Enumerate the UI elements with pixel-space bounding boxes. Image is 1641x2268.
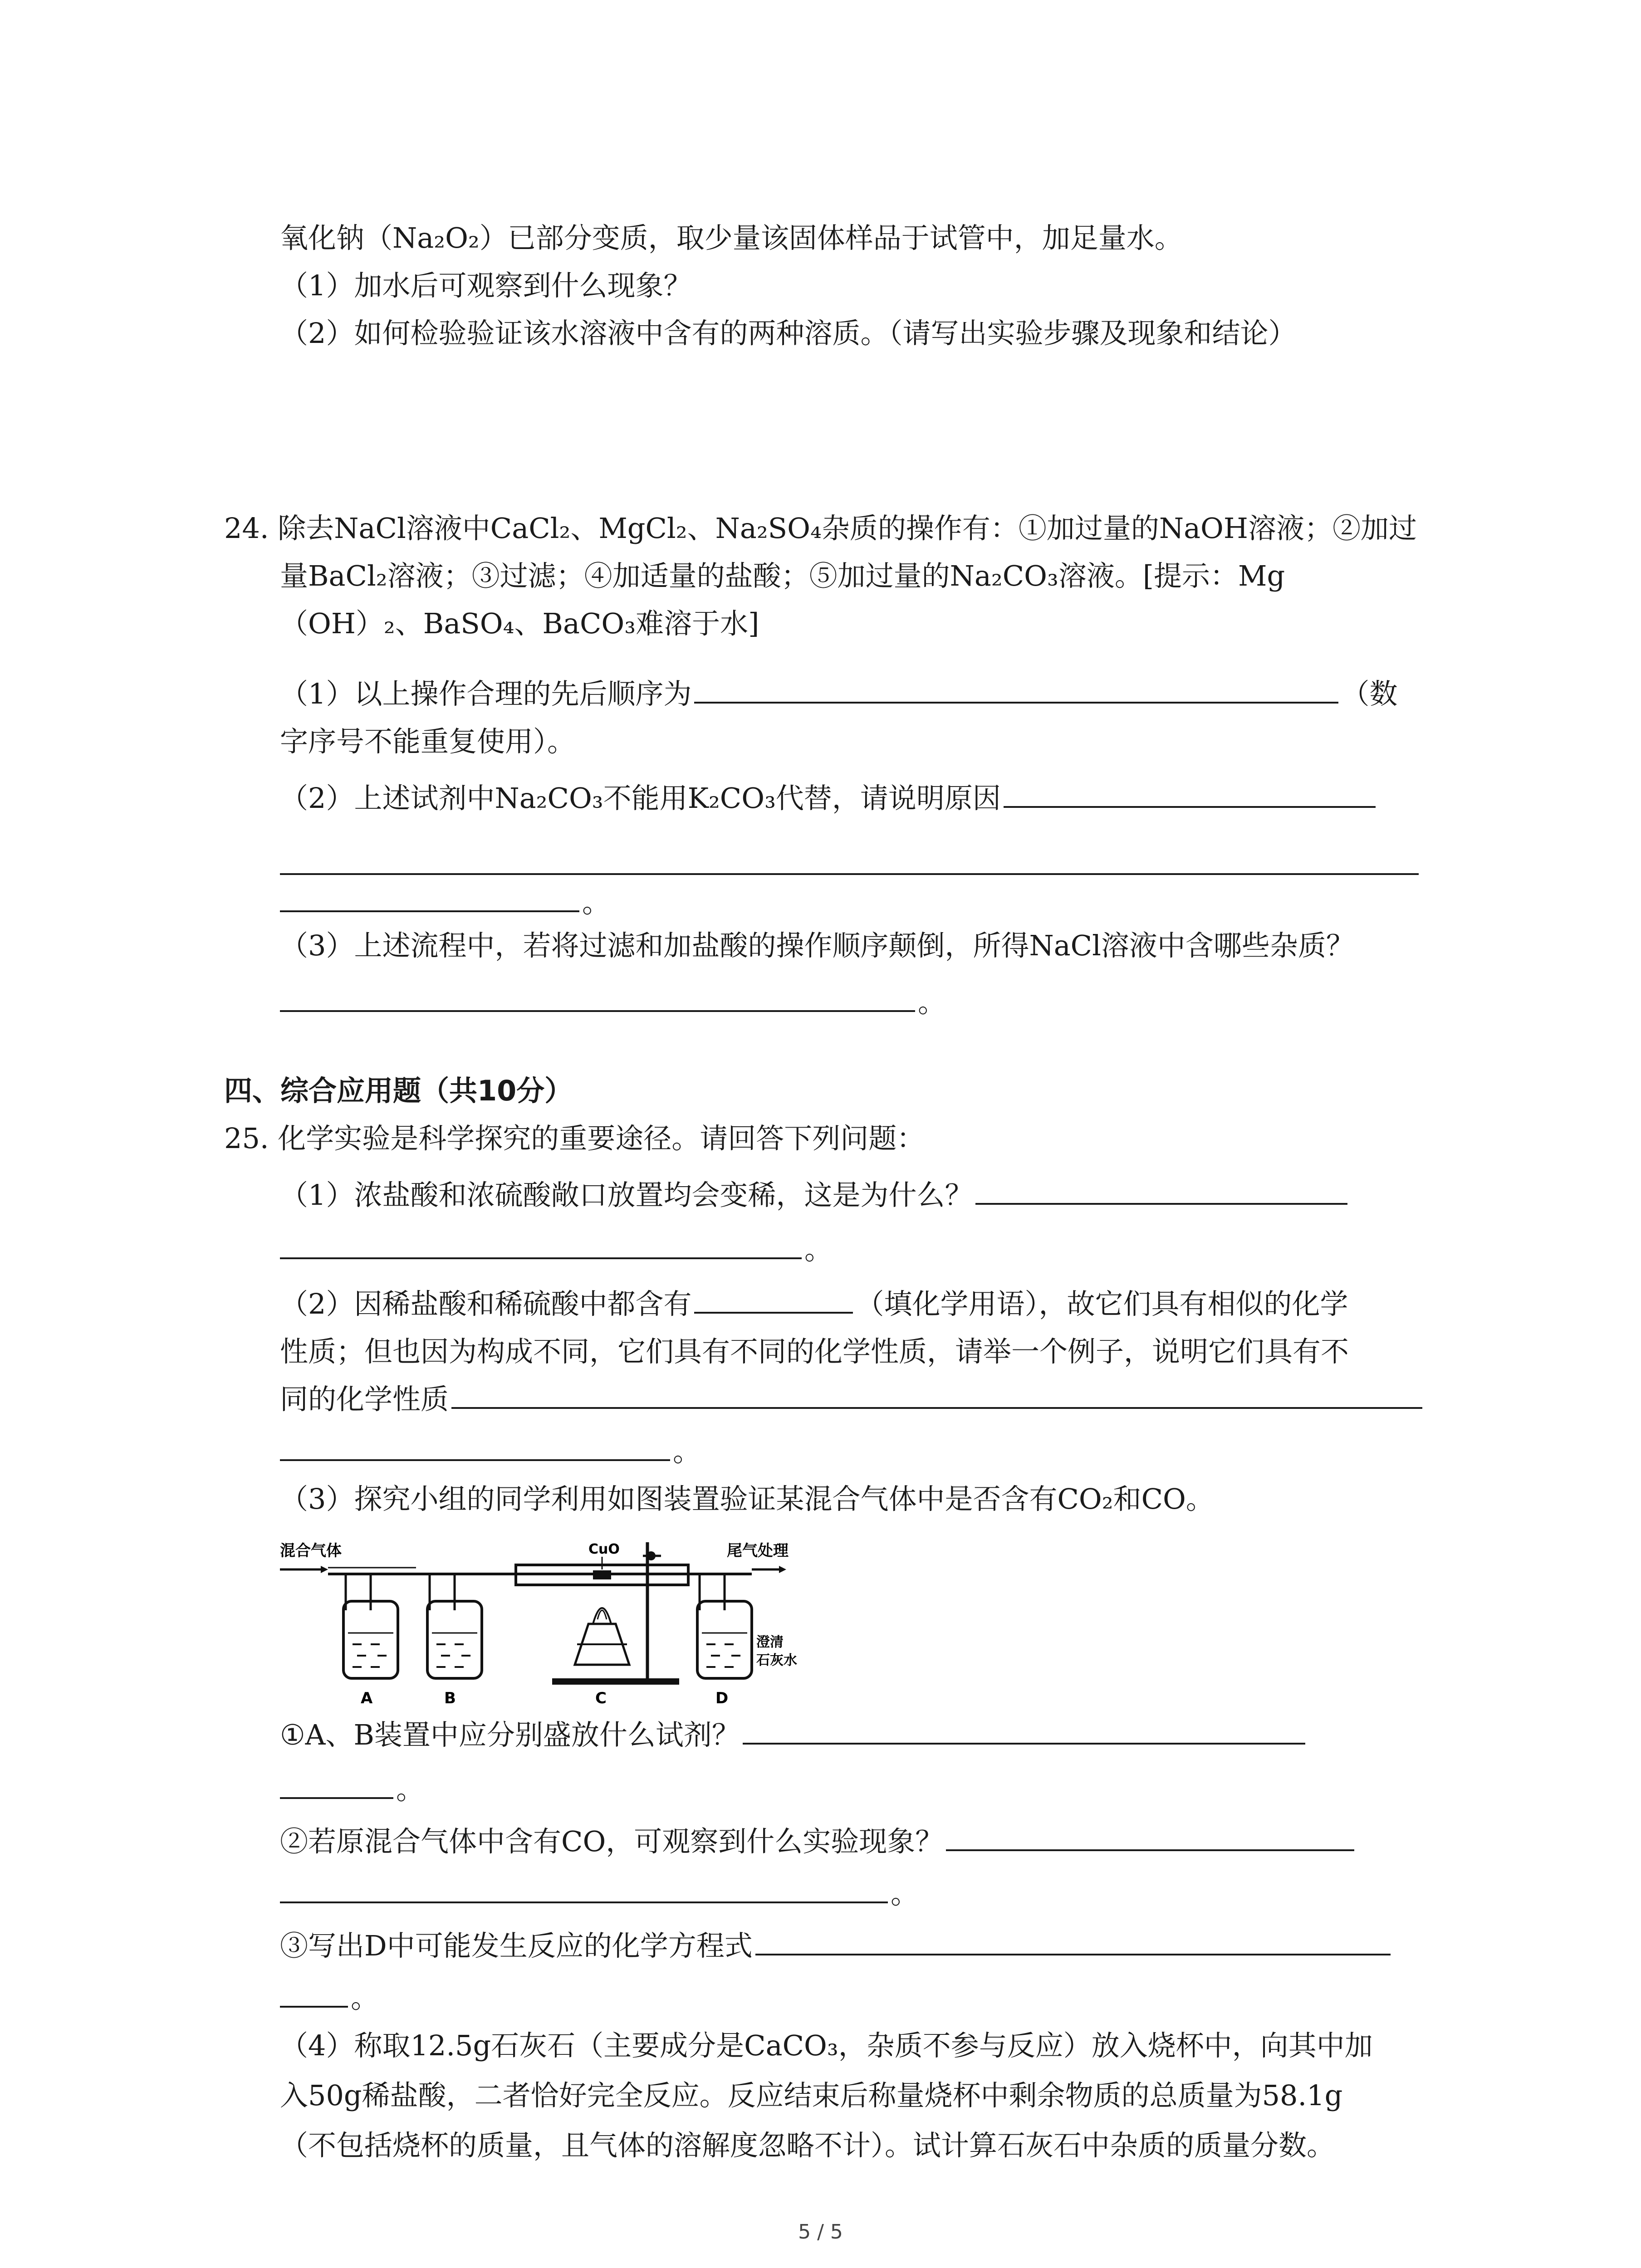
answer-blank[interactable] <box>280 1769 393 1799</box>
text-line: （不包括烧杯的质量，且气体的溶解度忽略不计）。试计算石灰石中杂质的质量分数。 <box>280 2129 1335 2162</box>
question-prompt: （1）以上操作合理的先后顺序为 （数 <box>280 674 1397 714</box>
answer-blank[interactable] <box>975 1175 1347 1205</box>
answer-blank[interactable] <box>451 1379 1422 1409</box>
answer-blank[interactable] <box>1004 778 1376 808</box>
page-number: 5 / 5 <box>798 2220 843 2244</box>
answer-blank[interactable] <box>755 1926 1391 1955</box>
label-apparatus-c: C <box>595 1689 607 1707</box>
question-prompt: （3）上述流程中，若将过滤和加盐酸的操作顺序颠倒，所得NaCl溶液中含哪些杂质？ <box>280 929 1354 962</box>
text-line: 。 <box>280 882 610 923</box>
question-prompt: （3）探究小组的同学利用如图装置验证某混合气体中是否含有CO₂和CO。 <box>280 1482 1214 1515</box>
label-bottle-b: B <box>444 1689 456 1707</box>
question-25: 25. 化学实验是科学探究的重要途径。请回答下列问题： <box>224 1122 925 1155</box>
apparatus-diagram <box>280 1529 802 1710</box>
section-heading: 四、综合应用题（共10分） <box>224 1074 573 1107</box>
answer-blank[interactable] <box>280 982 915 1012</box>
answer-blank[interactable] <box>694 674 1338 704</box>
label-bottle-d: D <box>715 1689 729 1707</box>
label-limewater-1: 澄清 <box>756 1634 784 1650</box>
answer-blank[interactable] <box>280 1229 802 1259</box>
question-prompt: （2）如何检验验证该水溶液中含有的两种溶质。（请写出实验步骤及现象和结论） <box>280 317 1297 350</box>
question-prompt: （4）称取12.5g石灰石（主要成分是CaCO₃，杂质不参与反应）放入烧杯中，向其中加 <box>280 2029 1373 2062</box>
question-prompt: （2）因稀盐酸和稀硫酸中都含有 （填化学用语），故它们具有相似的化学 <box>280 1284 1348 1325</box>
question-24: 24. 除去NaCl溶液中CaCl₂、MgCl₂、Na₂SO₄杂质的操作有：①加过量的NaOH溶液；②加过 <box>224 512 1417 545</box>
question-prompt: （1）浓盐酸和浓硫酸敞口放置均会变稀，这是为什么？ <box>280 1175 1350 1216</box>
label-bottle-a: A <box>361 1689 373 1707</box>
answer-blank[interactable] <box>694 1284 853 1314</box>
answer-blank[interactable] <box>280 1431 670 1461</box>
answer-blank[interactable] <box>946 1821 1354 1851</box>
text-line: 。 <box>280 1431 701 1472</box>
text-line: 量BaCl₂溶液；③过滤；④加适量的盐酸；⑤加过量的Na₂CO₃溶液。[提示：Mg <box>280 559 1285 592</box>
question-prompt: ①A、B装置中应分别盛放什么试剂？ <box>280 1715 1308 1755</box>
label-mixed-gas: 混合气体 <box>280 1542 342 1560</box>
text-line: 。 <box>280 982 946 1023</box>
text-line: 。 <box>280 1229 833 1270</box>
label-exhaust: 尾气处理 <box>727 1542 789 1560</box>
text-line: 。 <box>280 1873 919 1914</box>
answer-blank[interactable] <box>743 1715 1305 1745</box>
question-prompt: （1）加水后可观察到什么现象？ <box>280 269 692 302</box>
text-line: 氧化钠（Na₂O₂）已部分变质，取少量该固体样品于试管中，加足量水。 <box>280 221 1183 254</box>
text-line: 。 <box>280 1769 424 1810</box>
text-line: 同的化学性质 <box>280 1379 1425 1420</box>
answer-blank[interactable] <box>280 882 579 912</box>
label-cuo: CuO <box>588 1541 620 1557</box>
text-line: （OH）₂、BaSO₄、BaCO₃难溶于水] <box>280 607 759 640</box>
answer-blank[interactable] <box>280 1978 348 2008</box>
label-limewater-2: 石灰水 <box>756 1652 797 1668</box>
answer-blank-line[interactable] <box>280 873 1419 875</box>
text-line: 入50g稀盐酸，二者恰好完全反应。反应结束后称量烧杯中剩余物质的总质量为58.1g <box>280 2079 1343 2112</box>
answer-blank[interactable] <box>280 1873 888 1903</box>
text-line: 。 <box>280 1978 379 2019</box>
question-prompt: ③写出D中可能发生反应的化学方程式 <box>280 1926 1393 1966</box>
text-line: 性质；但也因为构成不同，它们具有不同的化学性质，请举一个例子，说明它们具有不 <box>280 1335 1349 1368</box>
question-prompt: ②若原混合气体中含有CO，可观察到什么实验现象？ <box>280 1821 1357 1862</box>
text-line: 字序号不能重复使用）。 <box>280 725 576 758</box>
question-prompt: （2）上述试剂中Na₂CO₃不能用K₂CO₃代替，请说明原因 <box>280 778 1378 819</box>
